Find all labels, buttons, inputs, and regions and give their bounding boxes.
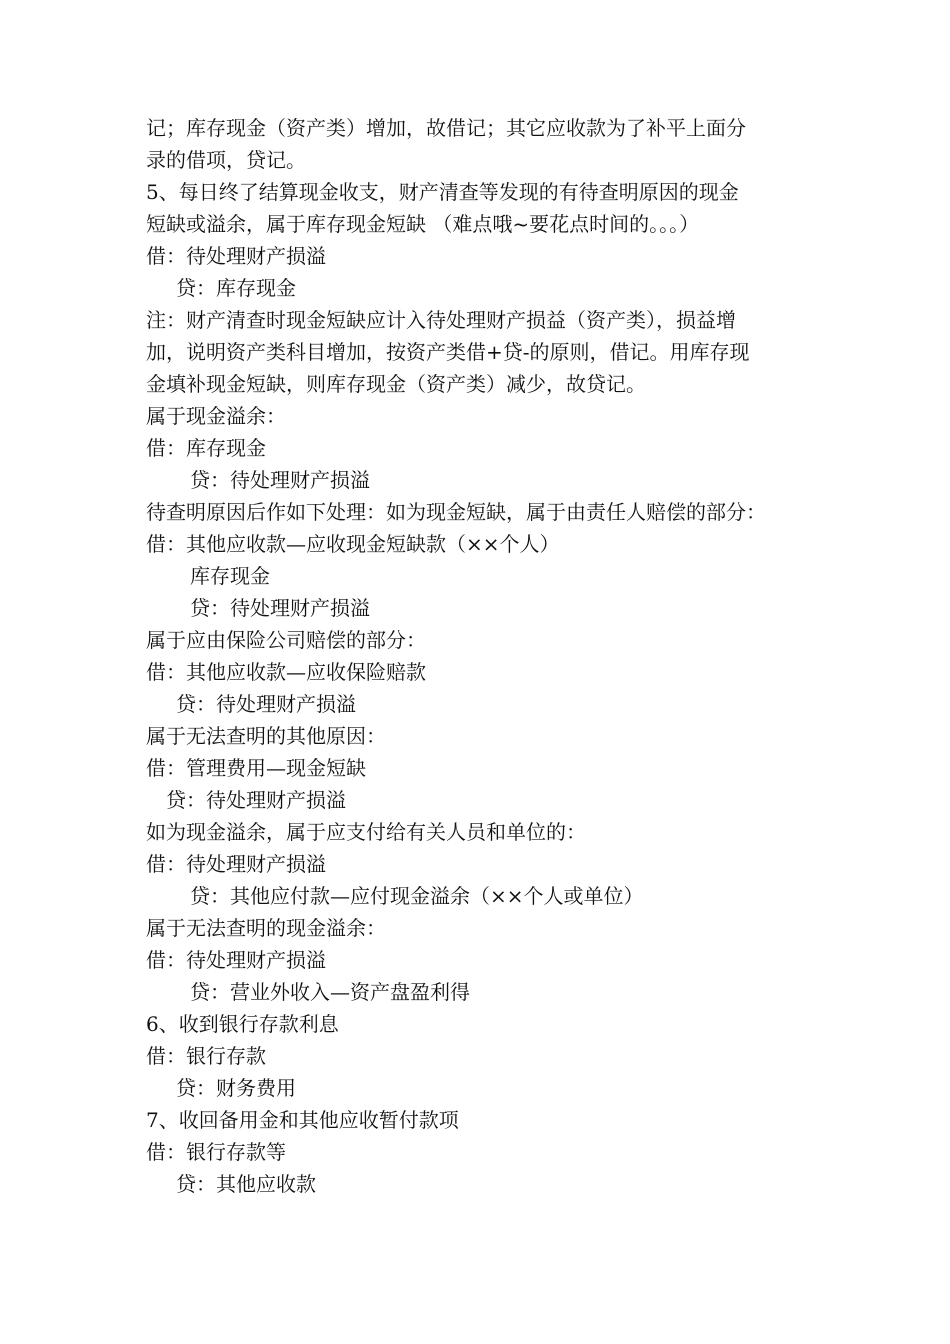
text-line: 借：待处理财产损溢 xyxy=(146,948,326,972)
text-line: 贷：营业外收入—资产盘盈利得 xyxy=(190,980,470,1004)
text-line: 如为现金溢余，属于应支付给有关人员和单位的： xyxy=(146,820,586,844)
text-line: 贷：待处理财产损溢 xyxy=(166,788,346,812)
text-line: 借：银行存款 xyxy=(146,1044,266,1068)
text-line: 注：财产清查时现金短缺应计入待处理财产损益（资产类），损益增 xyxy=(146,308,736,332)
text-line: 贷：其他应付款—应付现金溢余（××个人或单位） xyxy=(190,884,644,908)
text-line: 借：管理费用—现金短缺 xyxy=(146,756,366,780)
text-line: 借：银行存款等 xyxy=(146,1140,286,1164)
text-line: 贷：待处理财产损溢 xyxy=(176,692,356,716)
text-line: 贷：财务费用 xyxy=(176,1076,296,1100)
text-line: 属于无法查明的现金溢余： xyxy=(146,916,386,940)
text-line: 属于现金溢余： xyxy=(146,404,286,428)
text-line: 贷：待处理财产损溢 xyxy=(190,596,370,620)
text-line: 7、收回备用金和其他应收暂付款项 xyxy=(146,1108,459,1132)
text-line: 金填补现金短缺，则库存现金（资产类）减少，故贷记。 xyxy=(146,372,646,396)
text-line: 借：库存现金 xyxy=(146,436,266,460)
text-line: 记；库存现金（资产类）增加，故借记；其它应收款为了补平上面分 xyxy=(146,116,746,140)
text-line: 6、收到银行存款利息 xyxy=(146,1012,339,1036)
text-line: 属于无法查明的其他原因： xyxy=(146,724,386,748)
text-line: 属于应由保险公司赔偿的部分： xyxy=(146,628,426,652)
text-line: 库存现金 xyxy=(190,564,270,588)
text-line: 短缺或溢余，属于库存现金短缺 （难点哦~要花点时间的。。。） xyxy=(146,212,700,236)
text-line: 贷：其他应收款 xyxy=(176,1172,316,1196)
text-line: 贷：待处理财产损溢 xyxy=(190,468,370,492)
text-line: 借：待处理财产损溢 xyxy=(146,244,326,268)
text-line: 加，说明资产类科目增加，按资产类借+贷-的原则，借记。用库存现 xyxy=(146,340,750,364)
text-line: 借：其他应收款—应收现金短缺款（××个人） xyxy=(146,532,560,556)
text-line: 借：待处理财产损溢 xyxy=(146,852,326,876)
text-line: 借：其他应收款—应收保险赔款 xyxy=(146,660,426,684)
text-line: 5、每日终了结算现金收支，财产清查等发现的有待查明原因的现金 xyxy=(146,180,739,204)
text-line: 录的借项，贷记。 xyxy=(146,148,306,172)
document-body xyxy=(146,112,814,1200)
text-line: 贷：库存现金 xyxy=(176,276,296,300)
text-line: 待查明原因后作如下处理：如为现金短缺，属于由责任人赔偿的部分： xyxy=(146,500,766,524)
